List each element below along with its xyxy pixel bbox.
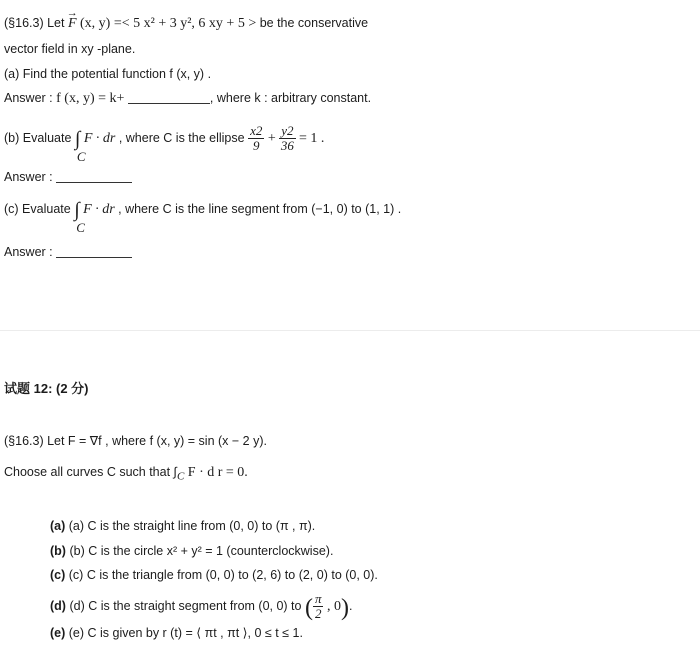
ellipse-equals: = 1 .	[299, 130, 325, 146]
part-c-label: (c) Evaluate	[4, 202, 71, 216]
q1-intro-suffix: be the conservative	[256, 16, 369, 30]
option-text: (c) C is the triangle from (0, 0) to (2, 6) to (2, 0) to (0, 0).	[68, 568, 378, 582]
answer-label: Answer :	[4, 91, 53, 105]
part-b-mid: , where C is the ellipse	[115, 130, 245, 145]
answer-a-blank[interactable]	[128, 103, 210, 104]
option-d[interactable]: (d) (d) C is the straight segment from (0, 0) to ( $\frac{\pi}{2}$ , 0).	[50, 591, 353, 621]
q1-intro	[4, 7, 369, 33]
q1-part-b: (b) Evaluate ∫ C F · dr , where C is the ellipse $\frac{x2}{9}$ + $\frac{y2}{36}$ = 1 .	[4, 123, 325, 164]
ellipse-fraction-x: $\frac{x2}{9}$	[250, 123, 263, 153]
integral-sign-icon: ∫ C	[74, 127, 86, 164]
answer-b-blank[interactable]	[56, 182, 132, 183]
q1-intro-line2: vector field in xy -plane.	[4, 42, 136, 56]
answer-label: Answer :	[4, 170, 53, 184]
vector-f: → F	[66, 7, 78, 31]
option-b[interactable]	[50, 542, 333, 560]
option-a[interactable]	[50, 517, 315, 535]
option-tag: (e)	[50, 626, 66, 640]
option-tag: (b)	[50, 544, 66, 558]
q1-intro-prefix: (§16.3) Let	[4, 16, 65, 30]
option-text: (a) C is the straight line from (0, 0) to (π , π).	[68, 519, 316, 533]
part-c-text: , where C is the line segment from (−1, 0) to (1, 1) .	[114, 202, 402, 216]
q2-instruction-prefix: Choose all curves C such that ∫	[4, 465, 177, 479]
integral-subscript: C	[176, 470, 185, 483]
q2-instruction	[4, 463, 248, 486]
q1-part-c	[4, 199, 402, 235]
option-text: (d) C is the straight segment from (0, 0) to	[69, 598, 305, 613]
vector-field-expression: (x, y) =< 5 x² + 3 y², 6 xy + 5 >	[76, 16, 257, 31]
part-b-label: (b) Evaluate	[4, 130, 72, 145]
q1-part-b-answer	[4, 168, 132, 186]
answer-a-suffix: , where k : arbitrary constant.	[209, 91, 372, 105]
q1-part-a-answer	[4, 89, 371, 108]
option-text: (e) C is given by r (t) = ⟨ πt , πt ⟩, 0 ≤ t ≤ 1.	[68, 626, 303, 640]
pi-over-two-fraction: $\frac{\pi}{2}$	[314, 591, 322, 621]
section-divider	[0, 330, 700, 331]
option-text: (b) C is the circle x² + y² = 1 (counterclockwise).	[69, 544, 334, 558]
q2-instruction-suffix: F · d r = 0.	[184, 465, 248, 480]
answer-expression: f (x, y) = k+	[52, 91, 125, 106]
question-heading: 试题 12: (2 分)	[4, 381, 89, 396]
option-tag: (c)	[50, 568, 66, 582]
answer-c-blank[interactable]	[56, 257, 132, 258]
option-tag: (a)	[50, 519, 66, 533]
q1-part-a: (a) Find the potential function f (x, y) .	[4, 67, 212, 81]
ellipse-fraction-y: $\frac{y2}{36}$	[280, 123, 294, 153]
q2-statement: (§16.3) Let F = ∇f , where f (x, y) = sin (x − 2 y).	[4, 434, 267, 448]
answer-label: Answer :	[4, 245, 53, 259]
option-d-tail: , 0	[323, 598, 341, 614]
line-integral-integrand: F · dr	[83, 202, 115, 217]
option-e[interactable]	[50, 624, 303, 642]
q1-part-c-answer	[4, 243, 132, 261]
option-c[interactable]	[50, 566, 378, 584]
option-tag: (d)	[50, 598, 66, 613]
integral-sign-icon: ∫ C	[74, 199, 85, 235]
line-integral-integrand: F · dr	[83, 130, 116, 146]
